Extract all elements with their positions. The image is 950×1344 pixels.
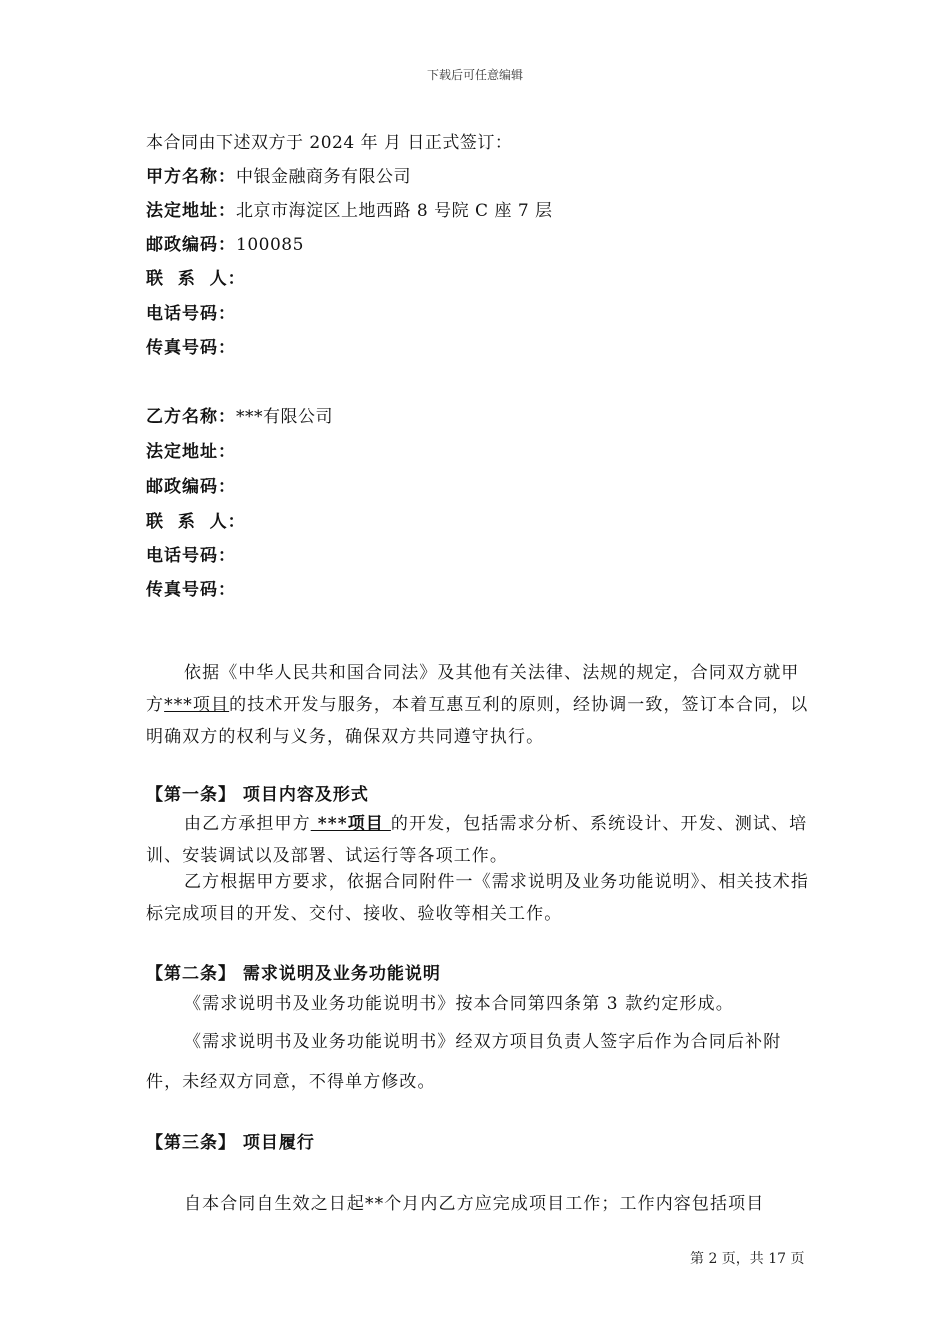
article1-paragraph1 bbox=[146, 808, 816, 872]
preamble-paragraph bbox=[146, 657, 816, 753]
party-a-contact-label: 联 系 人： bbox=[146, 269, 246, 289]
article3-paragraph1: 自本合同自生效之日起**个月内乙方应完成项目工作；工作内容包括项目 bbox=[184, 1194, 765, 1214]
article2-paragraph2: 《需求说明书及业务功能说明书》经双方项目负责人签字后作为合同后补附件，未经双方同意，不得单方修改。 bbox=[146, 1032, 782, 1092]
party-a-fax bbox=[146, 333, 236, 358]
party-a-contact bbox=[146, 264, 246, 289]
party-a-name bbox=[146, 162, 411, 187]
party-a-postal-value: 100085 bbox=[236, 235, 304, 255]
party-a-phone bbox=[146, 299, 236, 324]
party-b-name-value: ***有限公司 bbox=[236, 407, 333, 427]
party-b-address-label: 法定地址： bbox=[146, 442, 236, 462]
article1-title: 【第一条】 项目内容及形式 bbox=[146, 785, 369, 805]
page-footer: 第 2 页，共 17 页 bbox=[690, 1251, 805, 1267]
party-b-postal-label: 邮政编码： bbox=[146, 477, 236, 497]
article2-paragraph1: 《需求说明书及业务功能说明书》按本合同第四条第 3 款约定形成。 bbox=[184, 994, 734, 1014]
party-a-name-value: 中银金融商务有限公司 bbox=[236, 167, 411, 187]
preamble-part2: 的技术开发与服务，本着互惠互利的原则，经协调一致，签订本合同，以明确双方的权利与义务，确保双方共同遵守执行。 bbox=[146, 695, 809, 747]
party-a-name-label: 甲方名称： bbox=[146, 167, 236, 187]
preamble-part1: 依据《中华人民共和国合同法》及其他有关法律、法规的规定，合同双方就甲方 bbox=[146, 663, 800, 715]
preamble-project: ***项目 bbox=[164, 695, 230, 715]
party-b-phone-label: 电话号码： bbox=[146, 546, 236, 566]
party-a-address-label: 法定地址： bbox=[146, 201, 236, 221]
party-b-contact bbox=[146, 507, 246, 532]
party-b-phone bbox=[146, 541, 236, 566]
party-b-fax-label: 传真号码： bbox=[146, 580, 236, 600]
party-b-postal bbox=[146, 472, 236, 497]
party-a-address bbox=[146, 196, 553, 221]
contract-intro: 本合同由下述双方于 2024 年 月 日正式签订： bbox=[146, 133, 513, 153]
article1-paragraph2: 乙方根据甲方要求，依据合同附件一《需求说明及业务功能说明》、相关技术指标完成项目的开发、交付、接收、验收等相关工作。 bbox=[146, 872, 809, 924]
party-b-name-label: 乙方名称： bbox=[146, 407, 236, 427]
party-b-address bbox=[146, 437, 236, 462]
article3-title: 【第三条】 项目履行 bbox=[146, 1133, 315, 1153]
party-a-phone-label: 电话号码： bbox=[146, 304, 236, 324]
article1-p1-project: ***项目 bbox=[310, 814, 391, 834]
article1-p1-part2: 的开发，包括需求分析、系统设计、开发、测试、培训、安装调试以及部署、试运行等各项工作。 bbox=[146, 814, 808, 866]
article2-title: 【第二条】 需求说明及业务功能说明 bbox=[146, 964, 441, 984]
party-a-postal bbox=[146, 230, 304, 255]
party-a-postal-label: 邮政编码： bbox=[146, 235, 236, 255]
party-a-address-value: 北京市海淀区上地西路 8 号院 C 座 7 层 bbox=[236, 201, 553, 221]
party-a-fax-label: 传真号码： bbox=[146, 338, 236, 358]
article1-p1-part1: 由乙方承担甲方 bbox=[184, 814, 311, 834]
party-b-fax bbox=[146, 575, 236, 600]
page-header: 下载后可任意编辑 bbox=[426, 68, 523, 82]
party-b-contact-label: 联 系 人： bbox=[146, 512, 246, 532]
party-b-name bbox=[146, 402, 333, 427]
